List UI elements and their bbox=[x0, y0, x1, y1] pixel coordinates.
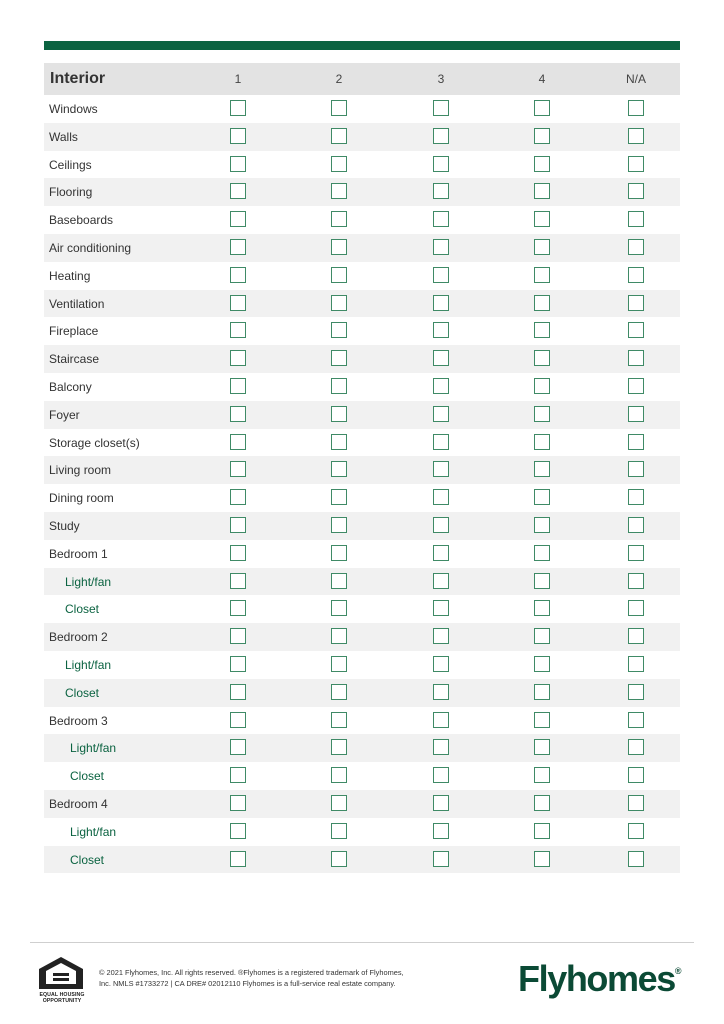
rating-checkbox-1[interactable] bbox=[230, 489, 246, 505]
rating-checkbox-4[interactable] bbox=[534, 739, 550, 755]
rating-checkbox-4[interactable] bbox=[534, 267, 550, 283]
rating-checkbox-1[interactable] bbox=[230, 739, 246, 755]
table-row bbox=[44, 178, 680, 206]
rating-checkbox-na[interactable] bbox=[628, 434, 644, 450]
rating-checkbox-2[interactable] bbox=[331, 545, 347, 561]
flyhomes-logo bbox=[518, 958, 682, 1000]
rating-checkbox-3[interactable] bbox=[433, 183, 449, 199]
rating-checkbox-3[interactable] bbox=[433, 461, 449, 477]
rating-checkbox-2[interactable] bbox=[331, 322, 347, 338]
rating-checkbox-na[interactable] bbox=[628, 628, 644, 644]
table-row bbox=[44, 595, 680, 623]
rating-checkbox-2[interactable] bbox=[331, 128, 347, 144]
rating-checkbox-na[interactable] bbox=[628, 239, 644, 255]
rating-checkbox-1[interactable] bbox=[230, 267, 246, 283]
rating-checkbox-3[interactable] bbox=[433, 517, 449, 533]
rating-checkbox-4[interactable] bbox=[534, 100, 550, 116]
rating-checkbox-1[interactable] bbox=[230, 128, 246, 144]
rating-checkbox-na[interactable] bbox=[628, 295, 644, 311]
table-row bbox=[44, 123, 680, 151]
row-label: Air conditioning bbox=[49, 240, 132, 255]
table-row bbox=[44, 151, 680, 179]
rating-checkbox-na[interactable] bbox=[628, 767, 644, 783]
rating-checkbox-3[interactable] bbox=[433, 684, 449, 700]
rating-checkbox-3[interactable] bbox=[433, 767, 449, 783]
rating-checkbox-2[interactable] bbox=[331, 183, 347, 199]
rating-checkbox-2[interactable] bbox=[331, 434, 347, 450]
rating-checkbox-4[interactable] bbox=[534, 767, 550, 783]
rating-checkbox-1[interactable] bbox=[230, 628, 246, 644]
rating-checkbox-3[interactable] bbox=[433, 128, 449, 144]
table-row bbox=[44, 540, 680, 568]
rating-checkbox-2[interactable] bbox=[331, 295, 347, 311]
row-label: Light/fan bbox=[70, 741, 117, 756]
rating-checkbox-3[interactable] bbox=[433, 295, 449, 311]
row-label: Balcony bbox=[49, 379, 92, 394]
rating-checkbox-3[interactable] bbox=[433, 322, 449, 338]
rating-checkbox-1[interactable] bbox=[230, 545, 246, 561]
rating-checkbox-na[interactable] bbox=[628, 128, 644, 144]
rating-checkbox-4[interactable] bbox=[534, 851, 550, 867]
table-row bbox=[44, 623, 680, 651]
table-row bbox=[44, 290, 680, 318]
rating-checkbox-1[interactable] bbox=[230, 795, 246, 811]
rating-checkbox-3[interactable] bbox=[433, 100, 449, 116]
rating-checkbox-na[interactable] bbox=[628, 739, 644, 755]
rating-checkbox-1[interactable] bbox=[230, 100, 246, 116]
rating-checkbox-1[interactable] bbox=[230, 183, 246, 199]
rating-checkbox-na[interactable] bbox=[628, 823, 644, 839]
rating-checkbox-1[interactable] bbox=[230, 211, 246, 227]
table-row bbox=[44, 846, 680, 874]
table-row bbox=[44, 345, 680, 373]
row-label: Study bbox=[49, 518, 80, 533]
rating-checkbox-3[interactable] bbox=[433, 545, 449, 561]
row-label: Ventilation bbox=[49, 296, 105, 311]
rating-checkbox-2[interactable] bbox=[331, 489, 347, 505]
rating-checkbox-3[interactable] bbox=[433, 600, 449, 616]
table-row bbox=[44, 373, 680, 401]
rating-checkbox-3[interactable] bbox=[433, 712, 449, 728]
row-label: Living room bbox=[49, 463, 112, 478]
column-header-1: 1 bbox=[234, 72, 242, 86]
rating-checkbox-na[interactable] bbox=[628, 712, 644, 728]
rating-checkbox-1[interactable] bbox=[230, 851, 246, 867]
table-row bbox=[44, 512, 680, 540]
rating-checkbox-3[interactable] bbox=[433, 795, 449, 811]
rating-checkbox-4[interactable] bbox=[534, 239, 550, 255]
rating-checkbox-2[interactable] bbox=[331, 573, 347, 589]
top-accent-bar bbox=[44, 41, 680, 50]
rating-checkbox-1[interactable] bbox=[230, 350, 246, 366]
row-label: Light/fan bbox=[65, 574, 112, 589]
logo-text: Flyhomes bbox=[518, 958, 675, 999]
rating-checkbox-2[interactable] bbox=[331, 712, 347, 728]
row-label: Heating bbox=[49, 268, 91, 283]
rating-checkbox-4[interactable] bbox=[534, 656, 550, 672]
rating-checkbox-3[interactable] bbox=[433, 851, 449, 867]
rating-checkbox-2[interactable] bbox=[331, 795, 347, 811]
rating-checkbox-1[interactable] bbox=[230, 600, 246, 616]
rating-checkbox-1[interactable] bbox=[230, 517, 246, 533]
rating-checkbox-2[interactable] bbox=[331, 739, 347, 755]
rating-checkbox-4[interactable] bbox=[534, 322, 550, 338]
rating-checkbox-2[interactable] bbox=[331, 100, 347, 116]
rating-checkbox-1[interactable] bbox=[230, 295, 246, 311]
footer-divider bbox=[30, 942, 694, 943]
rating-checkbox-4[interactable] bbox=[534, 211, 550, 227]
rating-checkbox-na[interactable] bbox=[628, 545, 644, 561]
rating-checkbox-2[interactable] bbox=[331, 406, 347, 422]
row-label: Bedroom 4 bbox=[49, 796, 108, 811]
row-label: Closet bbox=[65, 602, 100, 617]
rating-checkbox-3[interactable] bbox=[433, 378, 449, 394]
rating-checkbox-1[interactable] bbox=[230, 684, 246, 700]
rating-checkbox-na[interactable] bbox=[628, 183, 644, 199]
rating-checkbox-2[interactable] bbox=[331, 628, 347, 644]
rating-checkbox-4[interactable] bbox=[534, 545, 550, 561]
rating-checkbox-3[interactable] bbox=[433, 823, 449, 839]
rating-checkbox-na[interactable] bbox=[628, 600, 644, 616]
rating-checkbox-2[interactable] bbox=[331, 684, 347, 700]
rating-checkbox-2[interactable] bbox=[331, 656, 347, 672]
logo-registered-mark: ® bbox=[674, 966, 682, 976]
rating-checkbox-4[interactable] bbox=[534, 156, 550, 172]
rating-checkbox-4[interactable] bbox=[534, 795, 550, 811]
rating-checkbox-na[interactable] bbox=[628, 156, 644, 172]
table-row bbox=[44, 818, 680, 846]
table-row bbox=[44, 262, 680, 290]
column-header-2: 2 bbox=[335, 72, 343, 86]
rating-checkbox-na[interactable] bbox=[628, 684, 644, 700]
rating-checkbox-4[interactable] bbox=[534, 489, 550, 505]
row-label: Dining room bbox=[49, 491, 114, 506]
row-label: Flooring bbox=[49, 185, 93, 200]
rating-checkbox-1[interactable] bbox=[230, 573, 246, 589]
rating-checkbox-3[interactable] bbox=[433, 573, 449, 589]
rating-checkbox-2[interactable] bbox=[331, 851, 347, 867]
rating-checkbox-3[interactable] bbox=[433, 656, 449, 672]
rating-checkbox-2[interactable] bbox=[331, 767, 347, 783]
rating-checkbox-1[interactable] bbox=[230, 322, 246, 338]
row-label: Storage closet(s) bbox=[49, 435, 140, 450]
checklist-header bbox=[44, 63, 680, 95]
legal-text: © 2021 Flyhomes, Inc. All rights reserved. ®Flyhomes is a registered trademark of Flyhomes, Inc. NMLS #1733272 | CA DRE# 02012110 Flyhomes is a full-service real estate company. bbox=[99, 968, 404, 988]
table-row bbox=[44, 456, 680, 484]
row-label: Closet bbox=[70, 769, 105, 784]
rating-checkbox-4[interactable] bbox=[534, 600, 550, 616]
rating-checkbox-na[interactable] bbox=[628, 795, 644, 811]
rating-checkbox-3[interactable] bbox=[433, 267, 449, 283]
rating-checkbox-2[interactable] bbox=[331, 461, 347, 477]
rating-checkbox-1[interactable] bbox=[230, 378, 246, 394]
rating-checkbox-2[interactable] bbox=[331, 823, 347, 839]
rating-checkbox-na[interactable] bbox=[628, 489, 644, 505]
table-row bbox=[44, 234, 680, 262]
rating-checkbox-3[interactable] bbox=[433, 739, 449, 755]
rating-checkbox-na[interactable] bbox=[628, 406, 644, 422]
rating-checkbox-4[interactable] bbox=[534, 712, 550, 728]
rating-checkbox-2[interactable] bbox=[331, 600, 347, 616]
rating-checkbox-2[interactable] bbox=[331, 517, 347, 533]
table-row bbox=[44, 401, 680, 429]
rating-checkbox-4[interactable] bbox=[534, 434, 550, 450]
row-label: Windows bbox=[49, 102, 98, 116]
table-row bbox=[44, 651, 680, 679]
rating-checkbox-4[interactable] bbox=[534, 295, 550, 311]
rating-checkbox-4[interactable] bbox=[534, 517, 550, 533]
row-label: Closet bbox=[70, 852, 105, 867]
rating-checkbox-4[interactable] bbox=[534, 128, 550, 144]
row-label: Ceilings bbox=[49, 157, 92, 172]
rating-checkbox-na[interactable] bbox=[628, 517, 644, 533]
rating-checkbox-1[interactable] bbox=[230, 767, 246, 783]
table-row bbox=[44, 206, 680, 234]
table-row bbox=[44, 790, 680, 818]
table-row bbox=[44, 429, 680, 457]
column-header-3: 3 bbox=[437, 72, 445, 86]
rating-checkbox-4[interactable] bbox=[534, 823, 550, 839]
table-row bbox=[44, 568, 680, 596]
row-label: Bedroom 3 bbox=[49, 713, 108, 728]
row-label: Closet bbox=[65, 685, 100, 700]
rating-checkbox-1[interactable] bbox=[230, 461, 246, 477]
rating-checkbox-1[interactable] bbox=[230, 239, 246, 255]
rating-checkbox-3[interactable] bbox=[433, 350, 449, 366]
rating-checkbox-3[interactable] bbox=[433, 628, 449, 644]
column-header-4: 4 bbox=[538, 72, 546, 86]
rating-checkbox-3[interactable] bbox=[433, 489, 449, 505]
rating-checkbox-na[interactable] bbox=[628, 350, 644, 366]
rating-checkbox-3[interactable] bbox=[433, 239, 449, 255]
rating-checkbox-na[interactable] bbox=[628, 378, 644, 394]
table-row bbox=[44, 484, 680, 512]
row-label: Bedroom 1 bbox=[49, 546, 108, 561]
rating-checkbox-2[interactable] bbox=[331, 211, 347, 227]
row-label: Light/fan bbox=[70, 824, 117, 839]
rating-checkbox-1[interactable] bbox=[230, 434, 246, 450]
rating-checkbox-1[interactable] bbox=[230, 656, 246, 672]
rating-checkbox-2[interactable] bbox=[331, 267, 347, 283]
table-row bbox=[44, 762, 680, 790]
row-label: Walls bbox=[49, 129, 78, 144]
rating-checkbox-3[interactable] bbox=[433, 156, 449, 172]
rating-checkbox-na[interactable] bbox=[628, 656, 644, 672]
rating-checkbox-2[interactable] bbox=[331, 350, 347, 366]
table-row bbox=[44, 95, 680, 123]
interior-checklist bbox=[44, 63, 680, 873]
row-label: Light/fan bbox=[65, 657, 112, 672]
rating-checkbox-4[interactable] bbox=[534, 628, 550, 644]
rating-checkbox-3[interactable] bbox=[433, 406, 449, 422]
rating-checkbox-na[interactable] bbox=[628, 851, 644, 867]
rating-checkbox-1[interactable] bbox=[230, 406, 246, 422]
rating-checkbox-4[interactable] bbox=[534, 378, 550, 394]
rating-checkbox-na[interactable] bbox=[628, 100, 644, 116]
rating-checkbox-4[interactable] bbox=[534, 350, 550, 366]
rating-checkbox-na[interactable] bbox=[628, 322, 644, 338]
rating-checkbox-4[interactable] bbox=[534, 406, 550, 422]
row-label: Foyer bbox=[49, 407, 80, 422]
row-label: Staircase bbox=[49, 352, 100, 367]
row-label: Fireplace bbox=[49, 324, 99, 339]
rating-checkbox-1[interactable] bbox=[230, 823, 246, 839]
section-title: Interior bbox=[50, 70, 106, 87]
rating-checkbox-2[interactable] bbox=[331, 156, 347, 172]
row-label: Bedroom 2 bbox=[49, 630, 108, 645]
rating-checkbox-2[interactable] bbox=[331, 239, 347, 255]
table-row bbox=[44, 707, 680, 735]
row-label: Baseboards bbox=[49, 213, 114, 228]
rating-checkbox-2[interactable] bbox=[331, 378, 347, 394]
rating-checkbox-1[interactable] bbox=[230, 712, 246, 728]
table-row bbox=[44, 679, 680, 707]
rating-checkbox-3[interactable] bbox=[433, 211, 449, 227]
rating-checkbox-na[interactable] bbox=[628, 461, 644, 477]
table-row bbox=[44, 734, 680, 762]
rating-checkbox-4[interactable] bbox=[534, 461, 550, 477]
rating-checkbox-4[interactable] bbox=[534, 573, 550, 589]
rating-checkbox-na[interactable] bbox=[628, 573, 644, 589]
checklist-rows bbox=[44, 95, 680, 873]
column-header-na: N/A bbox=[625, 72, 647, 86]
rating-checkbox-1[interactable] bbox=[230, 156, 246, 172]
rating-checkbox-na[interactable] bbox=[628, 267, 644, 283]
equal-housing-text: EQUAL HOUSING OPPORTUNITY bbox=[39, 992, 85, 1004]
rating-checkbox-na[interactable] bbox=[628, 211, 644, 227]
rating-checkbox-4[interactable] bbox=[534, 183, 550, 199]
rating-checkbox-4[interactable] bbox=[534, 684, 550, 700]
rating-checkbox-3[interactable] bbox=[433, 434, 449, 450]
table-row bbox=[44, 317, 680, 345]
